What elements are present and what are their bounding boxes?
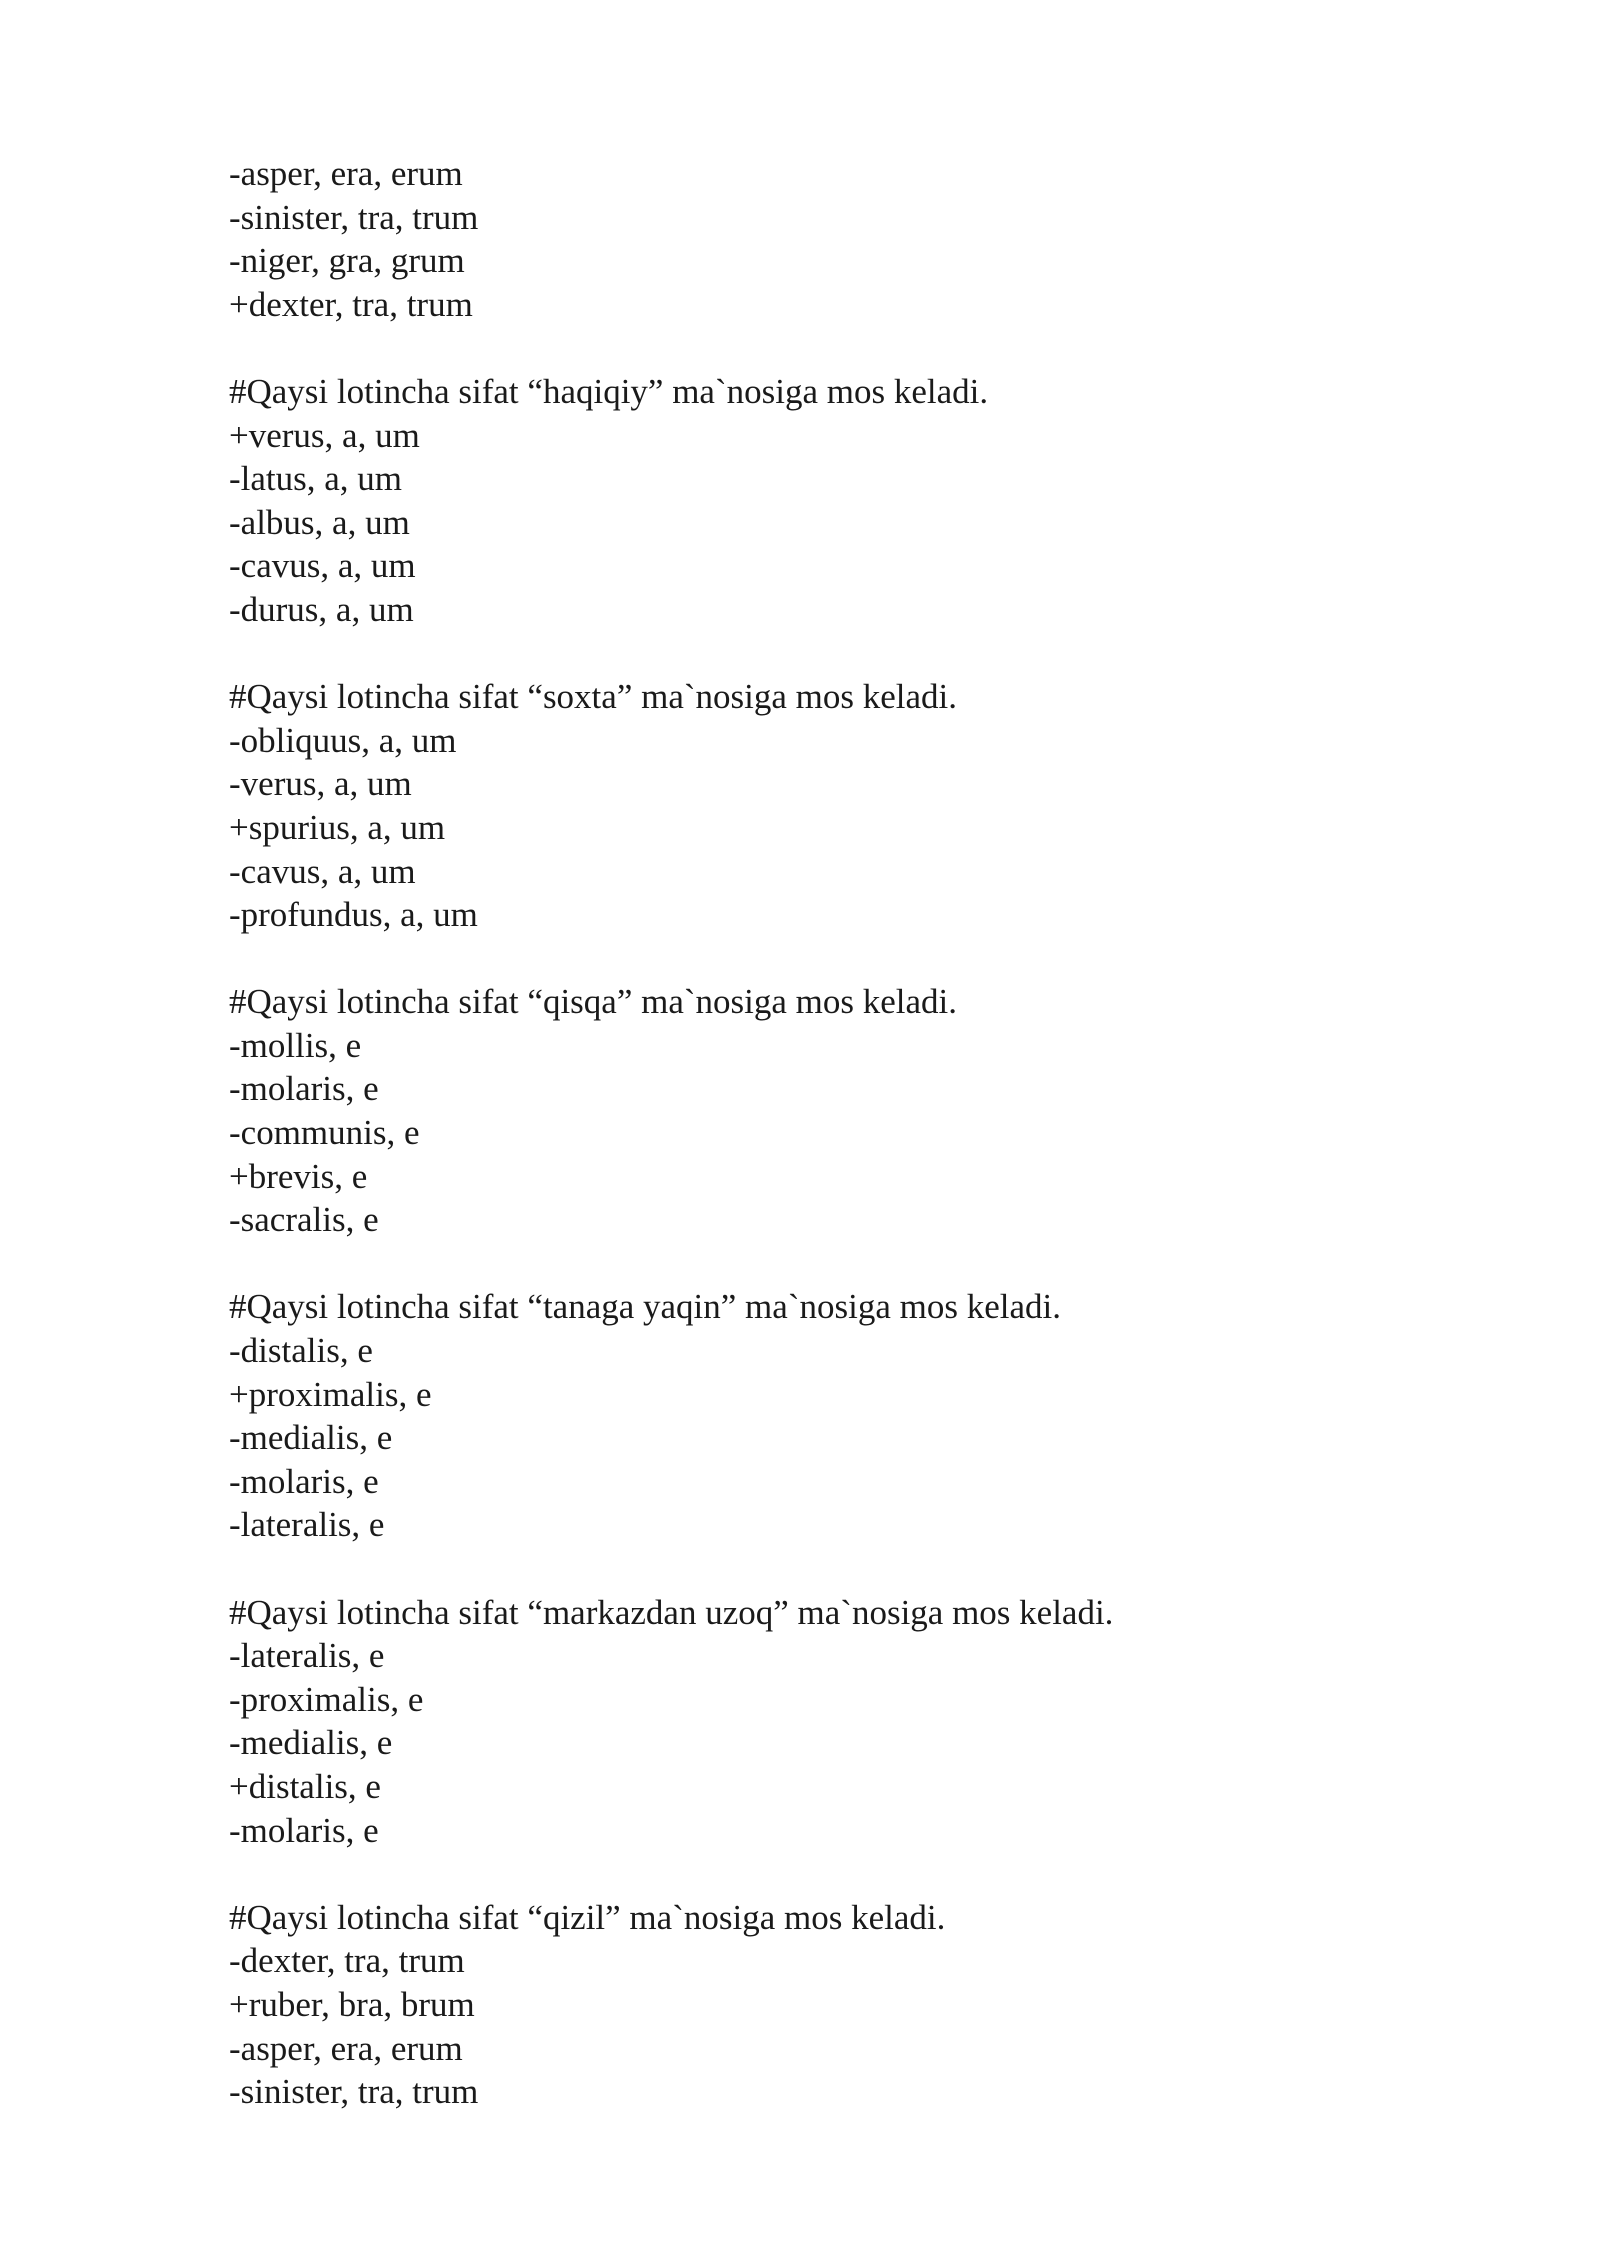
answer-option: -mollis, e xyxy=(229,1025,362,1065)
question-block xyxy=(229,980,1429,1242)
answer-option: -molaris, e xyxy=(229,1810,379,1850)
answer-option: -asper, era, erum xyxy=(229,2028,463,2068)
question-text: #Qaysi lotincha sifat “qisqa” ma`nosiga mos keladi. xyxy=(229,982,958,1022)
question-text: #Qaysi lotincha sifat “qizil” ma`nosiga mos keladi. xyxy=(229,1897,946,1937)
answer-option: -distalis, e xyxy=(229,1331,373,1371)
answer-option-correct: +spurius, a, um xyxy=(229,807,446,847)
question-text: #Qaysi lotincha sifat “markazdan uzoq” ma`nosiga mos keladi. xyxy=(229,1592,1114,1632)
question-text: #Qaysi lotincha sifat “haqiqiy” ma`nosiga mos keladi. xyxy=(229,371,989,411)
answer-option: -cavus, a, um xyxy=(229,546,416,586)
answer-option-correct: +distalis, e xyxy=(229,1766,381,1806)
answer-option: -communis, e xyxy=(229,1113,420,1153)
answer-option: -molaris, e xyxy=(229,1461,379,1501)
answer-option: -proximalis, e xyxy=(229,1679,424,1719)
answer-option-correct: +dexter, tra, trum xyxy=(229,284,473,324)
question-block xyxy=(229,675,1429,937)
answer-option: -sinister, tra, trum xyxy=(229,197,479,237)
answer-option: -niger, gra, grum xyxy=(229,241,465,281)
answer-option: -sacralis, e xyxy=(229,1200,379,1240)
answer-option: -dexter, tra, trum xyxy=(229,1941,465,1981)
question-block xyxy=(229,1285,1429,1547)
continuation-block xyxy=(229,152,1429,326)
answer-option: -albus, a, um xyxy=(229,502,410,542)
answer-option: -durus, a, um xyxy=(229,589,414,629)
question-block xyxy=(229,1896,1429,2114)
answer-option: -asper, era, erum xyxy=(229,154,463,193)
answer-option: -sinister, tra, trum xyxy=(229,2072,479,2112)
answer-option-correct: +ruber, bra, brum xyxy=(229,1984,475,2024)
answer-option: -profundus, a, um xyxy=(229,895,478,935)
question-block xyxy=(229,1591,1429,1853)
answer-option: -medialis, e xyxy=(229,1723,393,1763)
answer-option: -medialis, e xyxy=(229,1418,393,1458)
answer-option-correct: +proximalis, e xyxy=(229,1374,432,1414)
document-page xyxy=(229,152,1429,2157)
answer-option: -molaris, e xyxy=(229,1069,379,1109)
answer-option: -cavus, a, um xyxy=(229,851,416,891)
answer-option: -lateralis, e xyxy=(229,1505,385,1545)
answer-option-correct: +brevis, e xyxy=(229,1156,368,1196)
answer-option-correct: +verus, a, um xyxy=(229,415,420,455)
question-text: #Qaysi lotincha sifat “soxta” ma`nosiga mos keladi. xyxy=(229,677,958,717)
answer-option: -obliquus, a, um xyxy=(229,720,457,760)
question-text: #Qaysi lotincha sifat “tanaga yaqin” ma`nosiga mos keladi. xyxy=(229,1287,1061,1327)
answer-option: -latus, a, um xyxy=(229,459,403,499)
question-block xyxy=(229,370,1429,632)
answer-option: -lateralis, e xyxy=(229,1636,385,1676)
answer-option: -verus, a, um xyxy=(229,764,412,804)
